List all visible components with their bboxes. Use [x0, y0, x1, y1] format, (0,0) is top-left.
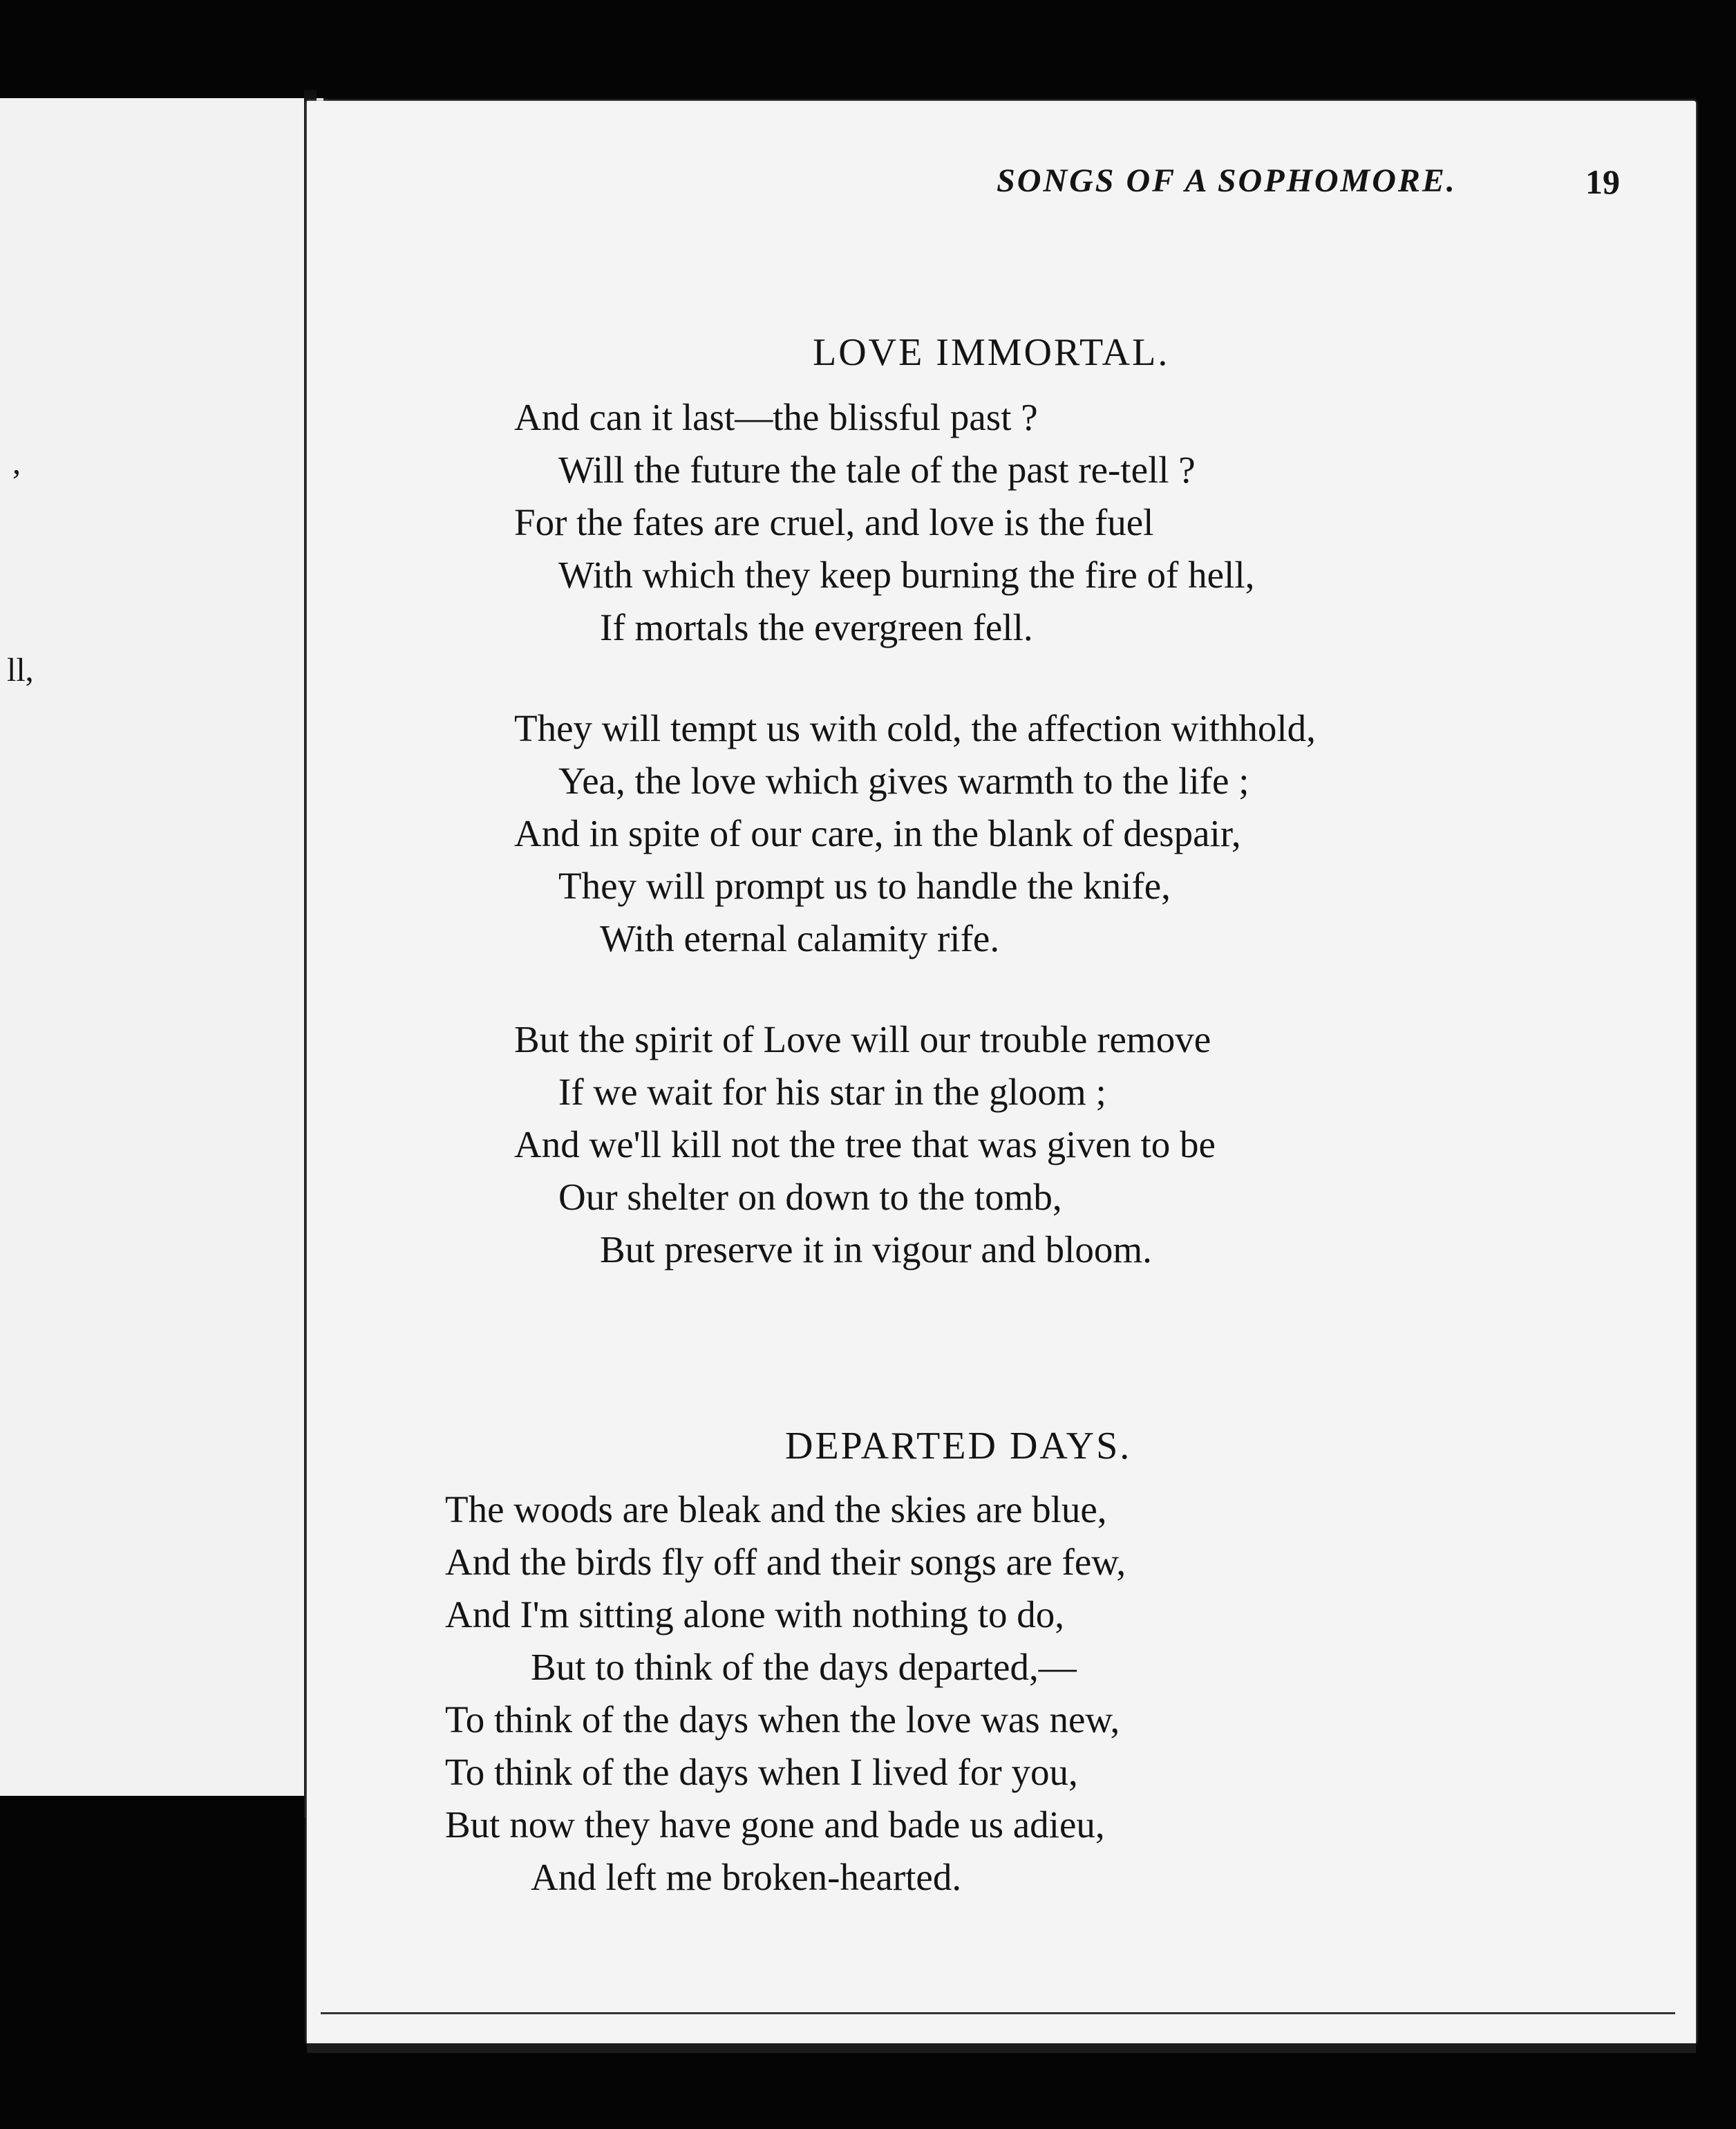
poem-line: For the fates are cruel, and love is the fuel [514, 501, 1154, 543]
poem-line: Our shelter on down to the tomb, [558, 1176, 1062, 1218]
poem-body [445, 1483, 1126, 1904]
poem-line: But to think of the days departed,— [531, 1646, 1077, 1688]
poem-line: And in spite of our care, in the blank of despair, [514, 812, 1241, 854]
poem-line: But now they have gone and bade us adieu, [445, 1803, 1105, 1846]
poem-line: And can it last—the blissful past ? [514, 396, 1038, 438]
facing-page [0, 98, 328, 1796]
poem-line: And I'm sitting alone with nothing to do, [445, 1593, 1064, 1635]
poem-line: And left me broken-hearted. [531, 1856, 962, 1898]
poem-line: Will the future the tale of the past re-tell ? [558, 449, 1196, 491]
stanza-break [514, 654, 1316, 702]
stanza-break [514, 965, 1316, 1013]
poem-line: Yea, the love which gives warmth to the life ; [558, 760, 1249, 802]
facing-page-fragment: ll, [7, 652, 34, 688]
poem-line: But the spirit of Love will our trouble remove [514, 1018, 1211, 1060]
poem-line: They will tempt us with cold, the affection withhold, [514, 707, 1316, 749]
poem-line: If mortals the evergreen fell. [600, 606, 1033, 648]
page-bottom-rule [321, 2012, 1675, 2014]
poem-line: With which they keep burning the fire of hell, [558, 554, 1255, 596]
poem-line: And the birds fly off and their songs are few, [445, 1541, 1126, 1583]
book-page [307, 101, 1696, 2043]
poem-title: DEPARTED DAYS. [785, 1425, 1132, 1467]
poem-body [514, 391, 1316, 1276]
poem-line: To think of the days when I lived for you, [445, 1751, 1078, 1793]
poem-line: With eternal calamity rife. [600, 917, 1000, 959]
poem-line: To think of the days when the love was new, [445, 1698, 1120, 1741]
poem-line: But preserve it in vigour and bloom. [600, 1228, 1152, 1270]
page-edge [307, 2043, 1696, 2053]
poem-title: LOVE IMMORTAL. [813, 331, 1170, 374]
poem-line: The woods are bleak and the skies are blue, [445, 1488, 1107, 1530]
facing-page-fragment: , [12, 444, 21, 481]
poem-line: If we wait for his star in the gloom ; [558, 1071, 1106, 1113]
running-head: SONGS OF A SOPHOMORE. [997, 162, 1457, 199]
poem-line: They will prompt us to handle the knife, [558, 865, 1171, 907]
poem-line: And we'll kill not the tree that was given to be [514, 1123, 1216, 1165]
page-number: 19 [1585, 162, 1620, 201]
